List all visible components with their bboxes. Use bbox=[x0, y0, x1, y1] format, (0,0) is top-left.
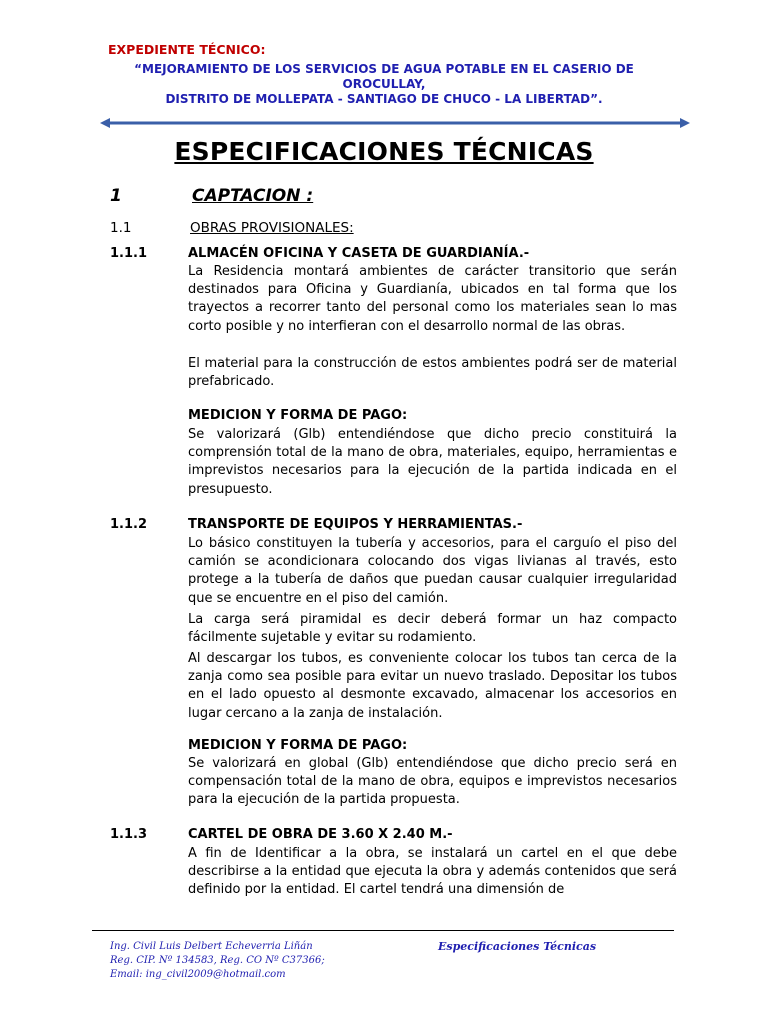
paragraph: El material para la construcción de estos ambientes podrá ser de material prefabricado. bbox=[188, 356, 677, 390]
subsection-number: 1.1 bbox=[110, 220, 132, 236]
footer-author-block bbox=[110, 940, 325, 982]
footer-rule bbox=[92, 930, 674, 931]
paragraph: Lo básico constituyen la tubería y accesorios, para el carguío el piso del camión se acondicionara colocando dos vigas livianas al través, esto protege a la tubería de daños que puedan causar cualquier irregularidad que se encuentre en el piso del camión. bbox=[188, 536, 677, 606]
subsection-heading bbox=[110, 220, 354, 236]
section-heading bbox=[110, 186, 313, 206]
item-number: 1.1.3 bbox=[110, 827, 148, 842]
section-label: CAPTACION : bbox=[192, 186, 314, 206]
payment-text: Se valorizará en global (Glb) entendiéndose que dicho precio será en compensación total de la mano de obra, equipos e imprevistos necesarios para la ejecución de la partida propuesta. bbox=[188, 756, 677, 808]
expediente-label: EXPEDIENTE TÉCNICO: bbox=[108, 42, 266, 57]
item-number: 1.1.2 bbox=[110, 517, 148, 532]
paragraph: La carga será piramidal es decir deberá formar un haz compacto fácilmente sujetable y evitar su rodamiento. bbox=[188, 612, 677, 646]
paragraph: La Residencia montará ambientes de carácter transitorio que serán destinados para Oficina y Guardianía, ubicados en tal forma que los trayectos a recorrer tanto del personal como los materiales sean lo mas corto posible y no interfieran con el desarrollo normal de las obras. bbox=[188, 264, 677, 334]
payment-label: MEDICION Y FORMA DE PAGO: bbox=[188, 408, 408, 423]
subsection-label: OBRAS PROVISIONALES: bbox=[190, 220, 354, 236]
project-title-line1: “MEJORAMIENTO DE LOS SERVICIOS DE AGUA POTABLE EN EL CASERIO DE OROCULLAY, bbox=[134, 62, 634, 91]
item-title: ALMACÉN OFICINA Y CASETA DE GUARDIANÍA.- bbox=[188, 246, 530, 261]
item-heading bbox=[110, 827, 453, 842]
project-title bbox=[110, 62, 658, 107]
item-heading bbox=[110, 246, 529, 261]
paragraph: A fin de Identificar a la obra, se instalará un cartel en el que debe describirse a la entidad que ejecuta la obra y además contenidos que será definido por la entidad. El cartel tendrá una dimensión de bbox=[188, 846, 677, 898]
item-number: 1.1.1 bbox=[110, 246, 148, 261]
item-title: TRANSPORTE DE EQUIPOS Y HERRAMIENTAS.- bbox=[188, 517, 523, 532]
page-title: ESPECIFICACIONES TÉCNICAS bbox=[174, 137, 594, 166]
header-rule bbox=[100, 116, 690, 130]
paragraph: Al descargar los tubos, es conveniente colocar los tubos tan cerca de la zanja como sea posible para evitar un nuevo traslado. Depositar los tubos en el lado opuesto al desmonte excavado, almacenar los accesorios en lugar cercano a la zanja de instalación. bbox=[188, 651, 677, 721]
footer-email: Email: ing_civil2009@hotmail.com bbox=[110, 969, 286, 980]
payment-text: Se valorizará (Glb) entendiéndose que dicho precio constituirá la comprensión total de la mano de obra, materiales, equipo, herramientas e imprevistos necesarios para la ejecución de la partida indicada en el presupuesto. bbox=[188, 427, 677, 497]
footer-registration: Reg. CIP. Nº 134583, Reg. CO Nº C37366; bbox=[110, 955, 325, 966]
item-title: CARTEL DE OBRA DE 3.60 X 2.40 M.- bbox=[188, 827, 453, 842]
footer-doc-title: Especificaciones Técnicas bbox=[438, 940, 597, 953]
project-title-line2: DISTRITO DE MOLLEPATA - SANTIAGO DE CHUCO - LA LIBERTAD”. bbox=[165, 92, 603, 106]
section-number: 1 bbox=[110, 186, 122, 206]
item-heading bbox=[110, 517, 522, 532]
footer-author: Ing. Civil Luis Delbert Echeverria Liñán bbox=[110, 941, 313, 952]
payment-label: MEDICION Y FORMA DE PAGO: bbox=[188, 738, 408, 753]
